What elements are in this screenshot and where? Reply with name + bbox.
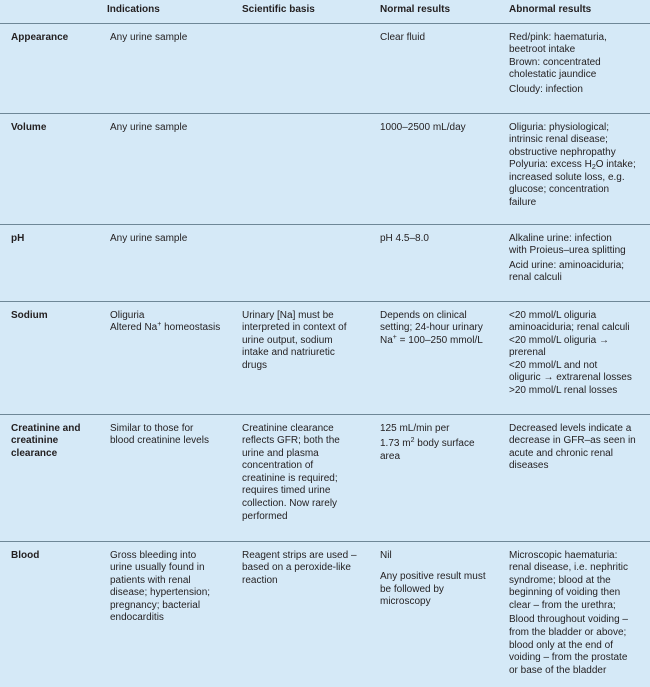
header-scientific-basis: Scientific basis xyxy=(241,0,379,23)
header-abnormal-results: Abnormal results xyxy=(509,0,650,23)
row-blood xyxy=(0,541,650,687)
normal-results-cell: Depends on clinical setting; 24-hour urinary Na+ = 100–250 mmol/L xyxy=(380,309,483,346)
indications-cell: Any urine sample xyxy=(110,31,188,43)
test-name: Volume xyxy=(11,121,47,133)
indications-cell: Any urine sample xyxy=(110,121,188,133)
scientific-basis-cell: Urinary [Na] must be interpreted in context of urine output, sodium intake and natriuretic drugs xyxy=(242,309,347,371)
scientific-basis-cell: Reagent strips are used – based on a peroxide-like reaction xyxy=(242,549,357,586)
abnormal-results-cell: Red/pink: haematuria, beetroot intake Brown: concentrated cholestatic jaundice Cloudy: infection xyxy=(509,31,607,95)
scientific-basis-cell xyxy=(241,224,379,301)
normal-results-cell: pH 4.5–8.0 xyxy=(380,232,429,244)
normal-results-cell: Nil Any positive result must be followed by microscopy xyxy=(380,549,486,608)
row-creatinine xyxy=(0,414,650,541)
indications-cell: Similar to those for blood creatinine levels xyxy=(110,422,209,447)
test-name: Blood xyxy=(11,549,40,561)
abnormal-results-cell: Decreased levels indicate a decrease in GFR–as seen in acute and chronic renal diseases xyxy=(509,422,636,472)
test-name: pH xyxy=(11,232,25,244)
test-name: Appearance xyxy=(11,31,69,43)
test-name: Creatinine and creatinine clearance xyxy=(11,422,81,459)
test-name: Sodium xyxy=(11,309,48,321)
scientific-basis-cell xyxy=(241,23,379,113)
header-test xyxy=(0,0,107,23)
abnormal-results-cell: <20 mmol/L oliguria aminoaciduria; renal calculi <20 mmol/L oliguria → prerenal <20 mmol/L and not oliguric → extrarenal losses >20 mmol/L renal losses xyxy=(509,309,632,397)
header-normal-results: Normal results xyxy=(379,0,509,23)
row-volume xyxy=(0,113,650,224)
header-indications: Indications xyxy=(107,0,241,23)
normal-results-cell: 125 mL/min per 1.73 $m^2$ body surface area xyxy=(380,422,475,462)
row-sodium xyxy=(0,301,650,414)
abnormal-results-cell: Oliguria: physiological; intrinsic renal disease; obstructive nephropathy Polyuria: excess $H_2O$ intake; increased solute loss, e.g. glucose; concentration failure xyxy=(509,121,636,209)
scientific-basis-cell xyxy=(241,113,379,224)
indications-cell: Oliguria Altered Na+ homeostasis xyxy=(110,309,221,334)
normal-results-cell: 1000–2500 mL/day xyxy=(380,121,466,133)
indications-cell: Gross bleeding into urine usually found in patients with renal disease; hypertension; pregnancy; bacterial endocarditis xyxy=(110,549,211,624)
abnormal-results-cell: Alkaline urine: infection with Proieus–urea splitting Acid urine: aminoaciduria; renal calculi xyxy=(509,232,626,284)
normal-results-cell: Clear fluid xyxy=(380,31,426,43)
scientific-basis-cell: Creatinine clearance reflects GFR; both the urine and plasma concentration of creatinine is required; requires timed urine collection. Now rarely performed xyxy=(242,422,340,522)
header-row xyxy=(0,0,650,23)
indications-cell: Any urine sample xyxy=(110,232,188,244)
row-appearance xyxy=(0,23,650,113)
abnormal-results-cell: Microscopic haematuria: renal disease, i.e. nephritic syndrome; blood at the beginning of voiding then clear – from the urethra; Blood throughout voiding – from the bladder or above; blood only at the end of voiding – from the prostate or base of the bladder xyxy=(509,549,628,676)
row-ph xyxy=(0,224,650,301)
